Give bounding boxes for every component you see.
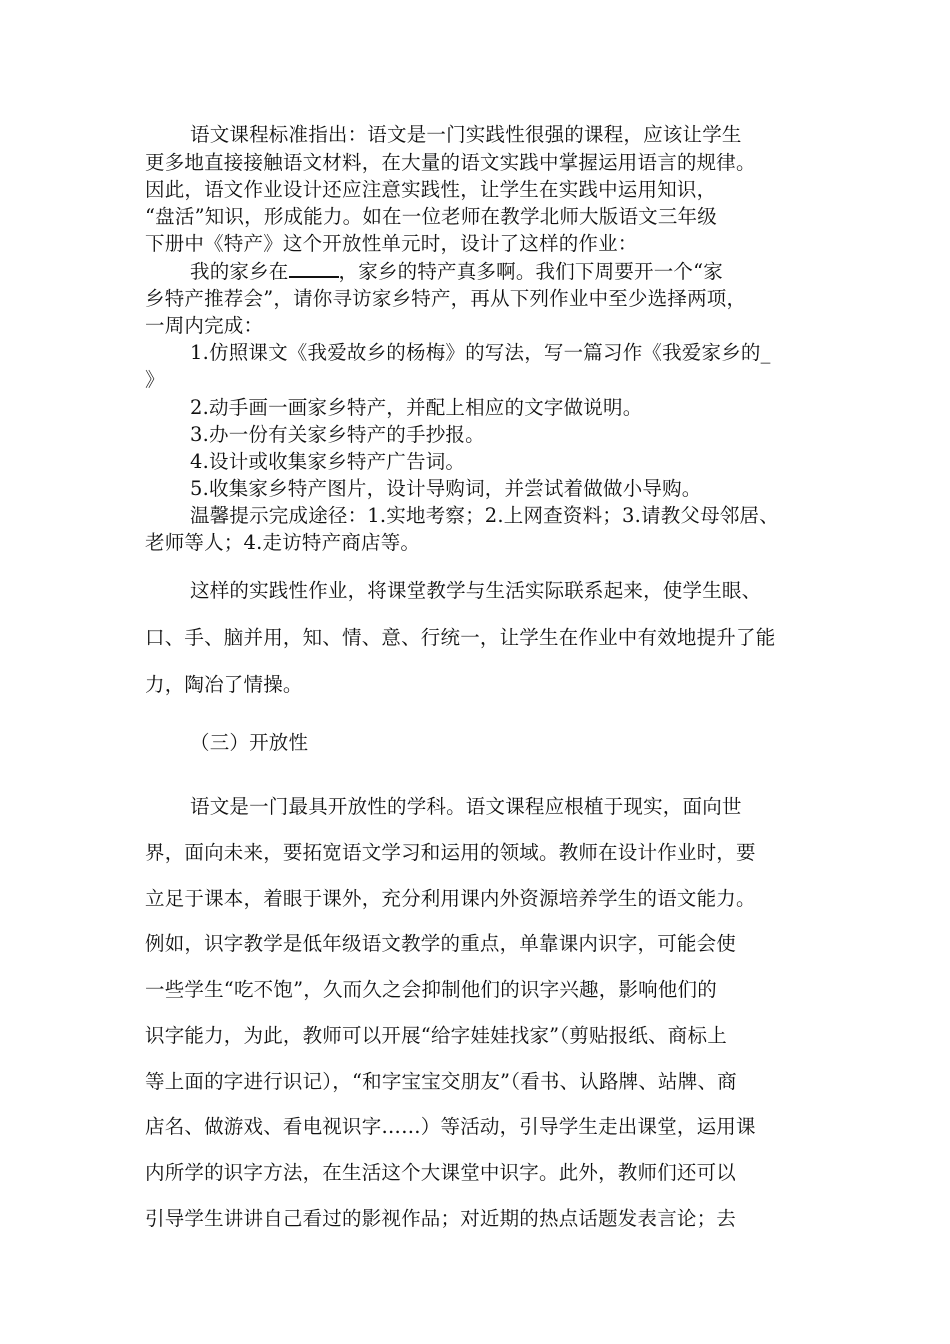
paragraph-line: 更多地直接接触语文材料，在大量的语文实践中掌握运用语言的规律。 (145, 151, 756, 174)
tip-line: 温馨提示完成途径：1.实地考察；2.上网查资料；3.请教父母邻居、 (190, 504, 779, 527)
paragraph-line: 店名、做游戏、看电视识字……）等活动，引导学生走出课堂，运用课 (145, 1115, 756, 1138)
paragraph-line: 引导学生讲讲自己看过的影视作品；对近期的热点话题发表言论；去 (145, 1207, 737, 1230)
assignment-item: 4.设计或收集家乡特产广告词。 (190, 450, 466, 473)
paragraph-line: 一周内完成： (145, 314, 264, 337)
intro-prefix: 我的家乡在 (190, 260, 289, 283)
paragraph-line: 语文是一门最具开放性的学科。语文课程应根植于现实，面向世 (190, 795, 742, 818)
assignment-item: 5.收集家乡特产图片，设计导购词，并尝试着做做小导购。 (190, 477, 702, 500)
assignment-item: 1.仿照课文《我爱故乡的杨梅》的写法，写一篇习作《我爱家乡的_ (190, 341, 771, 364)
assignment-intro (190, 260, 723, 284)
paragraph-line: 因此，语文作业设计还应注意实践性，让学生在实践中运用知识， (145, 178, 717, 201)
paragraph-line: 识字能力，为此，教师可以开展“给字娃娃找家”（剪贴报纸、商标上 (145, 1024, 727, 1047)
paragraph-line: 立足于课本，着眼于课外，充分利用课内外资源培养学生的语文能力。 (145, 887, 756, 910)
paragraph-line: 这样的实践性作业，将课堂教学与生活实际联系起来，使学生眼、 (190, 579, 762, 602)
paragraph-line: 内所学的识字方法，在生活这个大课堂中识字。此外，教师们还可以 (145, 1161, 737, 1184)
paragraph-line: 等上面的字进行识记），“和字宝宝交朋友”（看书、认路牌、站牌、商 (145, 1070, 737, 1093)
paragraph-line: 力，陶冶了情操。 (145, 673, 303, 696)
tip-line: 老师等人；4.走访特产商店等。 (145, 531, 421, 554)
paragraph-line: 乡特产推荐会”，请你寻访家乡特产，再从下列作业中至少选择两项， (145, 287, 747, 310)
assignment-item: 2.动手画一画家乡特产，并配上相应的文字做说明。 (190, 396, 643, 419)
paragraph-line: 例如，识字教学是低年级语文教学的重点，单靠课内识字，可能会使 (145, 932, 737, 955)
paragraph-line: 语文课程标准指出：语文是一门实践性很强的课程，应该让学生 (190, 123, 742, 146)
paragraph-line: 口、手、脑并用，知、情、意、行统一，让学生在作业中有效地提升了能 (145, 626, 776, 649)
paragraph-line: “盘活”知识，形成能力。如在一位老师在教学北师大版语文三年级 (145, 205, 717, 228)
paragraph-line: 界，面向未来，要拓宽语文学习和运用的领域。教师在设计作业时，要 (145, 841, 756, 864)
fill-in-blank (289, 260, 339, 278)
paragraph-line: 下册中《特产》这个开放性单元时，设计了这样的作业： (145, 232, 638, 255)
paragraph-line: 一些学生“吃不饱”，久而久之会抑制他们的识字兴趣，影响他们的 (145, 978, 717, 1001)
assignment-item-continuation: 》 (145, 368, 165, 391)
assignment-item: 3.办一份有关家乡特产的手抄报。 (190, 423, 485, 446)
section-heading: （三）开放性 (190, 731, 309, 754)
intro-suffix: ，家乡的特产真多啊。我们下周要开一个“家 (338, 260, 723, 283)
